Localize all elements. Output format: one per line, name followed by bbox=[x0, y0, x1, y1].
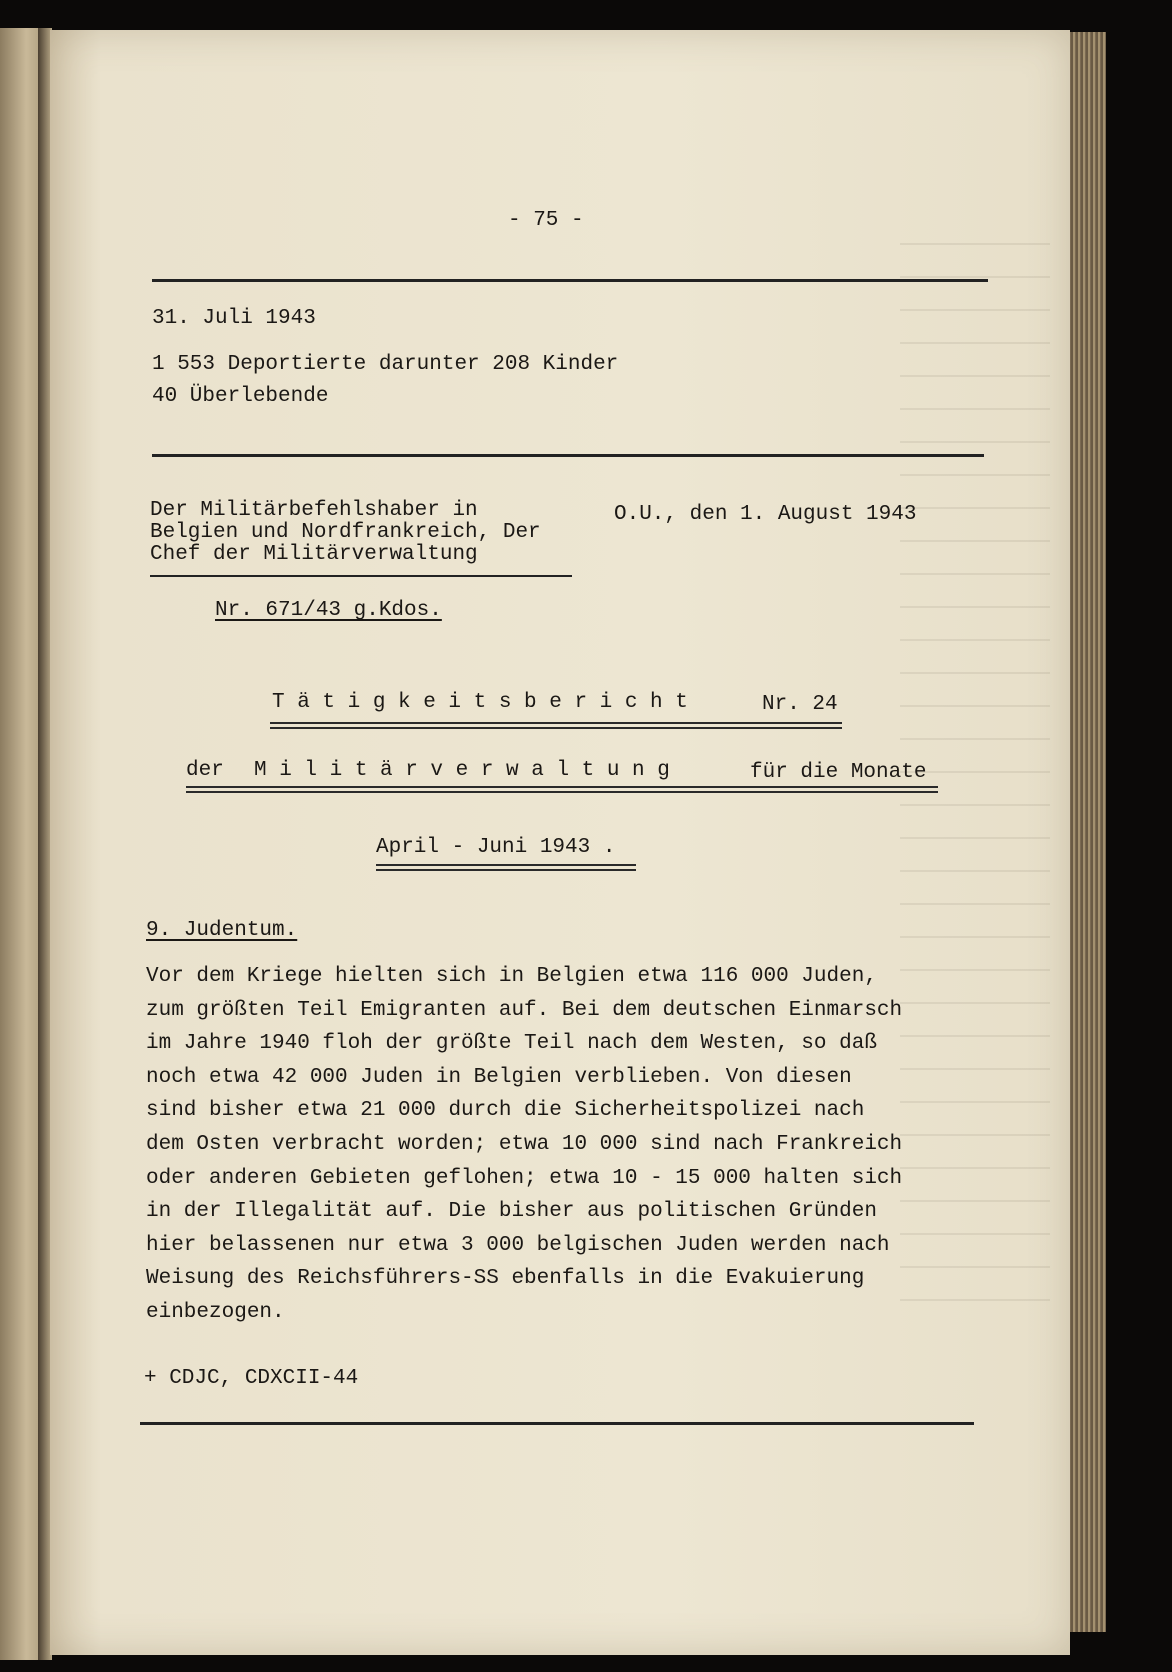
report-period: April - Juni 1943 . bbox=[376, 836, 616, 859]
bottom-rule bbox=[140, 1422, 974, 1425]
body-line: noch etwa 42 000 Juden in Belgien verblieben. Von diesen bbox=[146, 1065, 852, 1089]
period-double-underline bbox=[376, 864, 636, 871]
body-line: zum größten Teil Emigranten auf. Bei dem deutschen Einmarsch bbox=[146, 998, 903, 1022]
body-line: Weisung des Reichsführers-SS ebenfalls in die Evakuierung bbox=[146, 1267, 865, 1291]
date-line: 31. Juli 1943 bbox=[152, 307, 316, 330]
report-subtitle-suffix: für die Monate bbox=[750, 761, 927, 784]
report-subtitle-spaced: M i l i t ä r v e r w a l t u n g bbox=[254, 759, 670, 782]
source-note: + CDJC, CDXCII-44 bbox=[144, 1367, 359, 1390]
deported-line: 1 553 Deportierte darunter 208 Kinder bbox=[152, 353, 619, 376]
body-line: in der Illegalität auf. Die bisher aus politischen Gründen bbox=[146, 1200, 877, 1224]
sender-line: Chef der Militärverwaltung bbox=[150, 543, 478, 566]
body-line: hier belassenen nur etwa 3 000 belgischen Juden werden nach bbox=[146, 1233, 890, 1257]
letterhead-rule bbox=[150, 575, 572, 577]
top-rule bbox=[152, 279, 988, 282]
section-divider bbox=[152, 454, 984, 457]
body-line: oder anderen Gebieten geflohen; etwa 10 - 15 000 halten sich bbox=[146, 1166, 903, 1190]
place-date: O.U., den 1. August 1943 bbox=[614, 503, 917, 526]
sender-line: Der Militärbefehlshaber in bbox=[150, 499, 478, 522]
sender-line: Belgien und Nordfrankreich, Der bbox=[150, 521, 541, 544]
section-heading: 9. Judentum. bbox=[146, 919, 298, 942]
reference-number: Nr. 671/43 g.Kdos. bbox=[215, 599, 442, 622]
report-subtitle-prefix: der bbox=[186, 759, 224, 782]
report-title-spaced: T ä t i g k e i t s b e r i c h t bbox=[272, 691, 688, 714]
body-line: Vor dem Kriege hielten sich in Belgien etwa 116 000 Juden, bbox=[146, 965, 877, 988]
report-number: Nr. 24 bbox=[762, 693, 838, 716]
survivors-line: 40 Überlebende bbox=[152, 385, 329, 408]
title-double-underline bbox=[270, 722, 842, 729]
subtitle-double-underline bbox=[186, 786, 938, 793]
page-number: - 75 - bbox=[508, 209, 584, 232]
body-line: sind bisher etwa 21 000 durch die Sicherheitspolizei nach bbox=[146, 1099, 865, 1123]
body-line: dem Osten verbracht worden; etwa 10 000 sind nach Frankreich bbox=[146, 1133, 903, 1156]
body-line: im Jahre 1940 floh der größte Teil nach dem Westen, so daß bbox=[146, 1032, 877, 1056]
body-line: einbezogen. bbox=[146, 1301, 285, 1324]
page-stack-edges bbox=[1066, 32, 1106, 1632]
